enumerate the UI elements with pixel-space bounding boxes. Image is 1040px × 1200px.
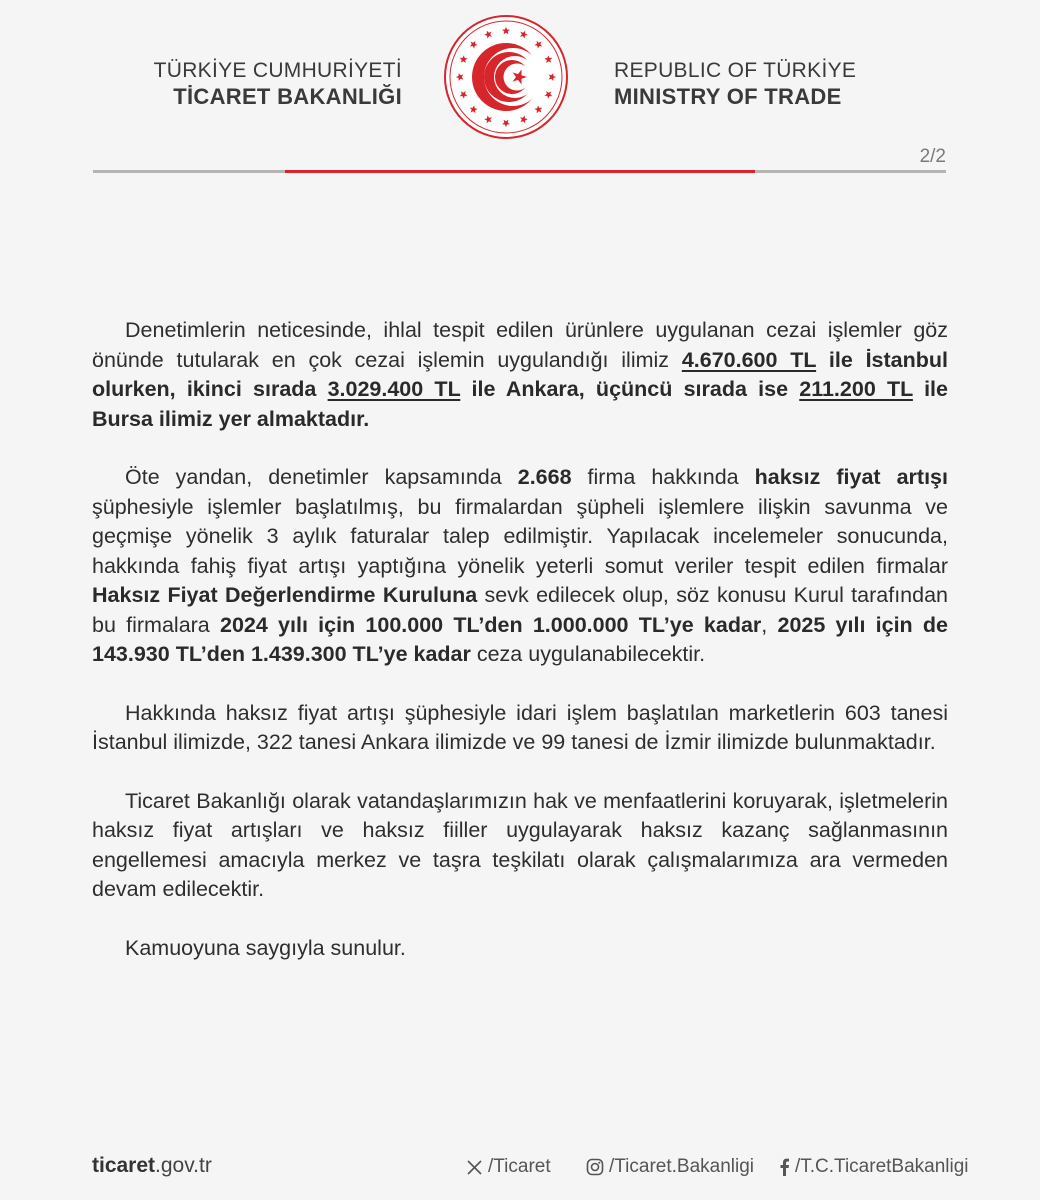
p2-text-g: ceza uygulanabilecektir. bbox=[470, 642, 706, 666]
firm-count: 2.668 bbox=[517, 465, 572, 489]
p2-bold-b3: Haksız Fiyat Değerlendirme Kuruluna bbox=[92, 583, 478, 607]
p2-text-c: firma hakkında bbox=[571, 465, 755, 489]
facebook-icon bbox=[778, 1158, 790, 1176]
p1-text-b4: ile Ankara, üçüncü sırada ise bbox=[460, 377, 800, 401]
p2-text-e: sevk edilecek olup, söz konusu Kurul tarafından bu firmalara bbox=[92, 583, 949, 637]
p2-bold-b4: 2024 yılı için 100.000 TL’den 1.000.000 TL’ye kadar bbox=[220, 612, 762, 637]
facebook-link[interactable] bbox=[778, 1156, 969, 1178]
instagram-link[interactable] bbox=[586, 1156, 754, 1178]
header-right-line2: MINISTRY OF TRADE bbox=[614, 84, 842, 109]
website-bold: ticaret bbox=[92, 1154, 156, 1177]
website-link[interactable] bbox=[92, 1154, 212, 1178]
x-link[interactable] bbox=[466, 1156, 551, 1178]
paragraph-2 bbox=[92, 463, 948, 670]
instagram-handle: /Ticaret.Bakanligi bbox=[609, 1156, 755, 1177]
p2-text-f: , bbox=[761, 612, 778, 637]
header-left-line2: TİCARET BAKANLIĞI bbox=[173, 84, 402, 109]
header-right bbox=[614, 58, 856, 110]
footer bbox=[92, 1154, 969, 1184]
p1-text-b2: ile İstanbul olurken, ikinci sırada bbox=[92, 347, 948, 401]
ministry-seal-icon bbox=[443, 14, 569, 140]
bursa-amount: 211.200 TL bbox=[799, 377, 913, 401]
page-number: 2/2 bbox=[919, 146, 946, 167]
paragraph-5: Kamuoyuna saygıyla sunulur. bbox=[125, 935, 406, 960]
p1-text-b6: ile Bursa ilimiz yer almaktadır. bbox=[92, 377, 948, 431]
istanbul-amount: 4.670.600 TL bbox=[681, 347, 817, 372]
p2-bold-b5: 2025 yılı için de 143.930 TL’den 1.439.300 TL’ye kadar bbox=[92, 612, 948, 666]
paragraph-1 bbox=[92, 316, 948, 434]
p2-text-a: Öte yandan, denetimler kapsamında bbox=[125, 465, 518, 489]
p2-text-d: şüphesiyle işlemler başlatılmış, bu firmalardan şüpheli işlemlere ilişkin savunma ve geçmişe yönelik 3 aylık faturalar talep edilmiştir. Yapılacak incelemeler sonucunda, hakkında fahiş fiyat artışı yaptığına yönelik yeterli somut veriler tespit edilen firmalar bbox=[92, 494, 948, 578]
paragraph-4: Ticaret Bakanlığı olarak vatandaşlarımızın hak ve menfaatlerini koruyarak, işletmelerin haksız fiyat artışları ve haksız fiiller uygulayarak haksız kazanç sağlanmasının engellemesi amacıyla merkez ve taşra teşkilatı olarak çalışmalarımıza ara vermeden devam edilecektir. bbox=[92, 788, 948, 901]
instagram-icon bbox=[586, 1158, 604, 1176]
header-left bbox=[154, 58, 402, 110]
x-handle: /Ticaret bbox=[488, 1156, 551, 1177]
header-right-line1: REPUBLIC OF TÜRKİYE bbox=[614, 59, 857, 82]
header-left-line1: TÜRKİYE CUMHURİYETİ bbox=[153, 59, 402, 82]
document-body bbox=[92, 316, 948, 992]
facebook-handle: /T.C.TicaretBakanligi bbox=[795, 1156, 969, 1177]
paragraph-3: Hakkında haksız fiyat artışı şüphesiyle idari işlem başlatılan marketlerin 603 tanesi İstanbul ilimizde, 322 tanesi Ankara ilimizde ve 99 tanesi de İzmir ilimizde bulunmaktadır. bbox=[92, 700, 948, 754]
p1-text-a: Denetimlerin neticesinde, ihlal tespit edilen ürünlere uygulanan cezai işlemler göz önünde tutularak en çok cezai işlemin uygulandığı ilimiz bbox=[92, 318, 948, 372]
x-icon bbox=[466, 1159, 483, 1176]
website-rest: .gov.tr bbox=[155, 1154, 212, 1177]
p2-bold-b2: haksız fiyat artışı bbox=[754, 465, 948, 489]
header-divider-accent bbox=[285, 170, 755, 173]
ankara-amount: 3.029.400 TL bbox=[327, 377, 461, 401]
